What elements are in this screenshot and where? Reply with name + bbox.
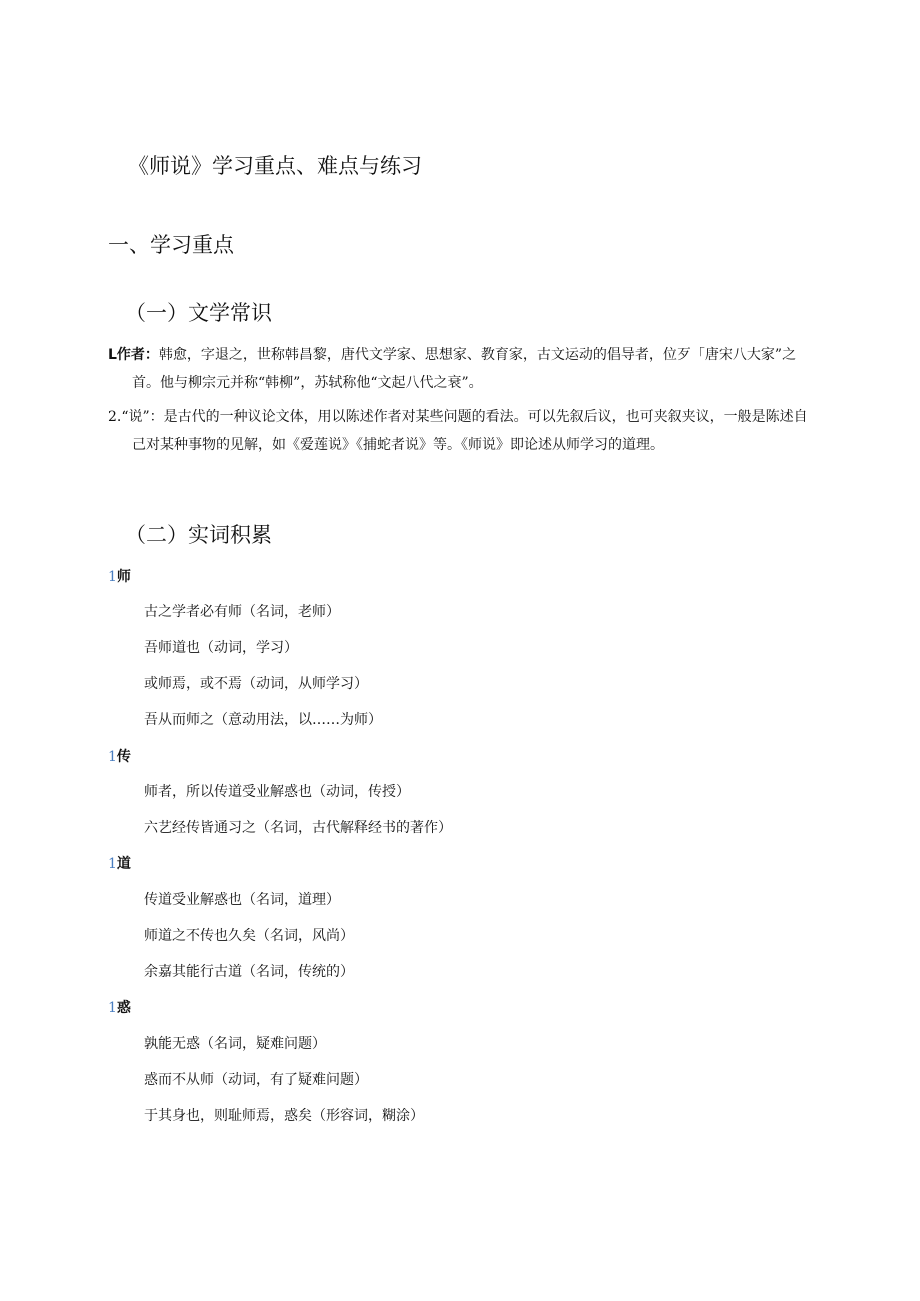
subsection-heading-vocabulary: （二）实词积累 — [125, 523, 272, 547]
literary-item-label: L作者： — [108, 347, 159, 363]
vocab-word-number: 1 — [108, 856, 117, 872]
literary-item-shuo — [108, 403, 808, 459]
vocab-word-label: 道 — [116, 856, 131, 872]
vocab-word-label: 惑 — [116, 1000, 131, 1016]
vocab-example: 孰能无惑（名词，疑难问题） — [144, 1036, 326, 1052]
vocab-word-shi — [108, 566, 131, 586]
literary-item-author — [108, 341, 808, 397]
vocab-example: 吾师道也（动词，学习） — [144, 640, 298, 656]
vocab-word-dao — [108, 853, 131, 873]
vocab-example: 师者，所以传道受业解惑也（动词，传授） — [144, 784, 410, 800]
vocab-word-huo — [108, 997, 131, 1017]
vocab-example: 或师焉，或不焉（动词，从师学习） — [144, 676, 368, 692]
vocab-example: 惑而不从师（动词，有了疑难问题） — [144, 1072, 368, 1088]
vocab-word-number: 1 — [108, 1000, 117, 1016]
vocab-example: 古之学者必有师（名词，老师） — [144, 604, 340, 620]
vocab-example: 吾从而师之（意动用法，以……为师） — [144, 712, 382, 728]
vocab-example: 传道受业解惑也（名词，道理） — [144, 892, 340, 908]
literary-item-label: 2. — [108, 409, 122, 425]
vocab-word-number: 1 — [108, 569, 117, 585]
page-title: 《师说》学习重点、难点与练习 — [128, 154, 422, 178]
vocab-word-label: 师 — [116, 569, 131, 585]
vocab-word-number: 1 — [108, 749, 117, 765]
vocab-word-chuan — [108, 746, 131, 766]
literary-item-text: 韩愈，字退之，世称韩昌黎，唐代文学家、思想家、教育家，古文运动的倡导者，位歹「唐宋八大家”之首。他与柳宗元并称“韩柳”，苏轼称他“文起八代之衰”。 — [132, 347, 797, 391]
vocab-example: 于其身也，则耻师焉，惑矣（形容词，糊涂） — [144, 1108, 424, 1124]
vocab-example: 六艺经传皆通习之（名词，古代解释经书的著作） — [144, 820, 452, 836]
section-heading-study-focus: 一、学习重点 — [108, 233, 234, 257]
vocab-word-label: 传 — [116, 749, 131, 765]
vocab-example: 师道之不传也久矣（名词，风尚） — [144, 928, 354, 944]
literary-item-text: “说”：是古代的一种议论文体，用以陈述作者对某些问题的看法。可以先叙后议，也可夹叙夹议，一般是陈述自己对某种事物的见解，如《爱莲说》《捕蛇者说》等。《师说》即论述从师学习的道理。 — [121, 409, 808, 453]
vocab-example: 余嘉其能行古道（名词，传统的） — [144, 964, 354, 980]
subsection-heading-literary-knowledge: （一）文学常识 — [125, 301, 272, 325]
